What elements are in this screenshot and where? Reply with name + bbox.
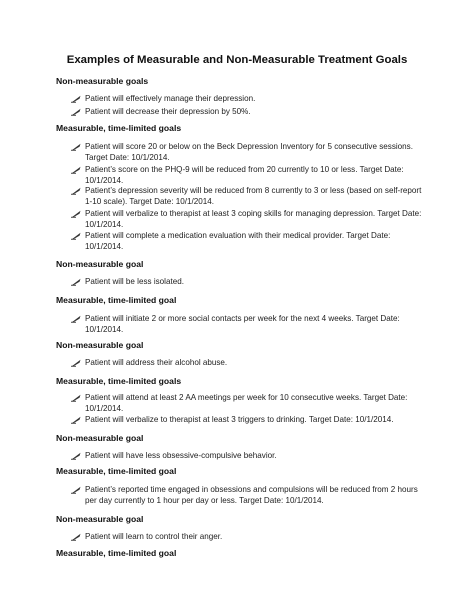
list-item (71, 414, 427, 425)
section-heading: Non-measurable goal (56, 259, 144, 269)
list-item-text: Patient will verbalize to therapist at least 3 triggers to drinking. Target Date: 10/1/2014. (85, 415, 394, 424)
quill-pen-icon (71, 416, 81, 424)
quill-pen-icon (71, 187, 81, 195)
list-item (71, 164, 427, 187)
list-item-text: Patient’s depression severity will be reduced from 8 currently to 3 or less (based on self-report 1-10 scale). Target Date: 10/1/2014. (85, 186, 422, 207)
list-item-text: Patient’s score on the PHQ-9 will be reduced from 20 currently to 10 or less. Target Date: 10/1/2014. (85, 165, 404, 186)
list-item-text: Patient will have less obsessive-compulsive behavior. (85, 451, 277, 460)
list-item-text: Patient’s reported time engaged in obsessions and compulsions will be reduced from 2 hours per day currently to 1 hour per day or less. Target Date: 10/1/2014. (85, 485, 418, 506)
section-heading: Measurable, time-limited goals (56, 123, 182, 133)
quill-pen-icon (71, 108, 81, 116)
quill-pen-icon (71, 166, 81, 174)
list-item (71, 531, 427, 542)
list-item-text: Patient will address their alcohol abuse. (85, 358, 228, 367)
quill-pen-icon (71, 95, 81, 103)
list-item-text: Patient will score 20 or below on the Beck Depression Inventory for 5 consecutive sessions. Target Date: 10/1/2014. (85, 142, 413, 163)
quill-pen-icon (71, 210, 81, 218)
section-heading: Non-measurable goal (56, 340, 144, 350)
list-item (71, 484, 427, 507)
section-heading: Measurable, time-limited goal (56, 295, 177, 305)
list-item (71, 276, 427, 287)
section-heading: Measurable, time-limited goals (56, 376, 182, 386)
quill-pen-icon (71, 533, 81, 541)
list-item-text: Patient will verbalize to therapist at least 3 coping skills for managing depression. Target Date: 10/1/2014. (85, 209, 422, 230)
list-item-text: Patient will decrease their depression by 50%. (85, 107, 251, 116)
quill-pen-icon (71, 452, 81, 460)
quill-pen-icon (71, 315, 81, 323)
list-item-text: Patient will attend at least 2 AA meetings per week for 10 consecutive weeks. Target Date: 10/1/2014. (85, 393, 408, 414)
section-heading: Measurable, time-limited goal (56, 466, 177, 476)
quill-pen-icon (71, 143, 81, 151)
list-item (71, 208, 427, 231)
list-item (71, 357, 427, 368)
list-item (71, 141, 427, 164)
list-item (71, 185, 427, 208)
quill-pen-icon (71, 359, 81, 367)
list-item (71, 450, 427, 461)
list-item-text: Patient will learn to control their anger. (85, 532, 223, 541)
list-item (71, 230, 427, 253)
list-item-text: Patient will initiate 2 or more social contacts per week for the next 4 weeks. Target Date: 10/1/2014. (85, 314, 400, 335)
section-heading: Non-measurable goal (56, 514, 144, 524)
section-heading: Measurable, time-limited goal (56, 548, 177, 558)
list-item (71, 106, 427, 117)
list-item (71, 93, 427, 104)
section-heading: Non-measurable goal (56, 433, 144, 443)
quill-pen-icon (71, 486, 81, 494)
section-heading: Non-measurable goals (56, 76, 149, 86)
list-item (71, 392, 427, 415)
list-item-text: Patient will effectively manage their depression. (85, 94, 256, 103)
quill-pen-icon (71, 232, 81, 240)
quill-pen-icon (71, 394, 81, 402)
list-item-text: Patient will complete a medication evaluation with their medical provider. Target Date: 10/1/2014. (85, 231, 391, 252)
page-title: Examples of Measurable and Non-Measurable Treatment Goals (66, 54, 408, 66)
list-item-text: Patient will be less isolated. (85, 277, 184, 286)
quill-pen-icon (71, 278, 81, 286)
list-item (71, 313, 427, 336)
